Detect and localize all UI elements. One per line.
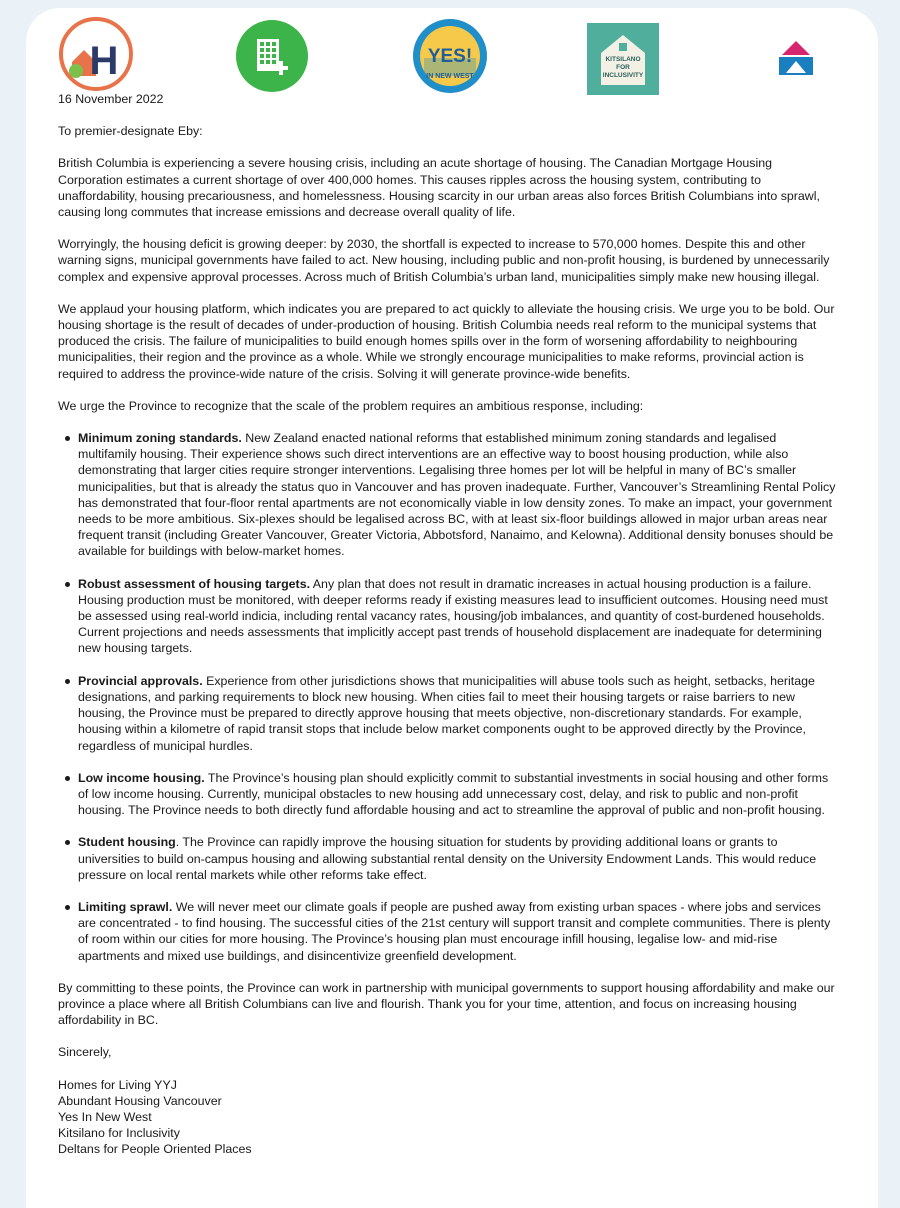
abundant-housing-logo bbox=[235, 19, 309, 98]
letter-body bbox=[58, 91, 836, 1158]
yes-logo-text: YES! bbox=[427, 46, 473, 67]
list-item bbox=[78, 430, 836, 560]
signatory: Abundant Housing Vancouver bbox=[58, 1093, 222, 1108]
demands-list bbox=[58, 430, 836, 964]
list-item bbox=[78, 899, 836, 964]
point-text: The Province’s housing plan should explicitly commit to substantial investments in social housing and other forms of low income housing. Currently, municipal obstacles to new housing add unnecessary cost, delay, and risk to public and non-profit housing. The Province needs to both directly fund affordable housing and act to streamline the approval of public and non-profit housing. bbox=[78, 770, 829, 818]
yes-logo-subtext: IN NEW WEST bbox=[426, 73, 474, 80]
list-item bbox=[78, 673, 836, 754]
bullet-icon bbox=[65, 436, 70, 441]
bullet-icon bbox=[65, 840, 70, 845]
hfl-letter: H bbox=[89, 39, 119, 83]
signatories bbox=[58, 1077, 836, 1158]
signatory: Yes In New West bbox=[58, 1109, 152, 1124]
signatory: Homes for Living YYJ bbox=[58, 1077, 177, 1092]
bullet-icon bbox=[65, 679, 70, 684]
yes-in-new-west-logo bbox=[412, 18, 488, 99]
point-text: . The Province can rapidly improve the housing situation for students by providing additional loans or grants to universities to build on-campus housing and allowing substantial rental density on the University Endowment Lands. This would reduce pressure on local rental markets while other reforms take effect. bbox=[78, 835, 817, 882]
letter-page bbox=[26, 8, 878, 1208]
list-item bbox=[78, 834, 836, 883]
kits-logo-line2: FOR bbox=[616, 64, 630, 71]
point-title: Student housing bbox=[78, 835, 176, 850]
closing-paragraph: By committing to these points, the Province can work in partnership with municipal governments to support housing affordability and make our province a place where all British Columbians can live and flourish. Thank you for your time, attention, and focus on increasing housing affordability in BC. bbox=[58, 980, 835, 1028]
bullet-icon bbox=[65, 776, 70, 781]
list-item bbox=[78, 576, 836, 657]
kitsilano-logo bbox=[587, 23, 659, 100]
list-item bbox=[78, 770, 836, 819]
paragraph: We applaud your housing platform, which indicates you are prepared to act quickly to alleviate the housing crisis. We urge you to be bold. Our housing shortage is the result of decades of under-production of housing. British Columbia needs real reform to the municipal systems that produced the crisis. The failure of municipalities to build enough homes spills over in the form of worsening affordability to neighbouring municipalities, their region and the province as a whole. While we strongly encourage municipalities to make reforms, provincial action is required to address the province-wide nature of the crisis. Solving it will generate province-wide benefits. bbox=[58, 301, 835, 381]
point-title: Provincial approvals. bbox=[78, 673, 203, 688]
point-text: Any plan that does not result in dramatic increases in actual housing production is a failure. Housing production must be monitored, with deeper reforms ready if existing measures lead to insufficient outcomes. Housing need must be assessed using real-world indicia, including rental vacancy rates, housing/job imbalances, and quantity of cost-burdened households. Current projections and needs assessments that implicitly accept past trends of household displacement are inadequate for determining new housing targets. bbox=[78, 576, 828, 656]
signoff: Sincerely, bbox=[58, 1045, 112, 1060]
point-title: Minimum zoning standards. bbox=[78, 431, 242, 446]
point-title: Robust assessment of housing targets. bbox=[78, 576, 311, 591]
homes-for-living-logo bbox=[58, 16, 134, 97]
logo-bar bbox=[26, 16, 878, 98]
kits-logo-line3: INCLUSIVITY bbox=[602, 72, 644, 79]
paragraph: Worryingly, the housing deficit is growing deeper: by 2030, the shortfall is expected to increase to 570,000 homes. Despite this and other warning signs, municipal governments have failed to act. New housing, including public and non-profit housing, is burdened by unnecessarily complex and expensive approval processes. Across much of British Columbia’s urban land, municipalities simply make new housing illegal. bbox=[58, 237, 830, 284]
kits-logo-line1: KITSILANO bbox=[605, 56, 641, 63]
signatory: Kitsilano for Inclusivity bbox=[58, 1126, 180, 1141]
point-text: New Zealand enacted national reforms that established minimum zoning standards and legalised multifamily housing. Their experience shows such direct interventions are an effective way to boost housing production, while also demonstrating that larger cities require stronger interventions. Legalising three homes per lot will be helpful in many of BC’s smaller municipalities, but that is already the status quo in Vancouver and has proven inadequate. Further, Vancouver’s Streamlining Rental Policy has demonstrated that four-floor rental apartments are not economically viable in low density zones. To make an impact, your government needs to be more ambitious. Six-plexes should be legalised across BC, with at least six-floor buildings allowed in major urban areas near frequent transit (including Greater Vancouver, Greater Victoria, Abbotsford, Nanaimo, and Kelowna). Additional density bonuses should be available for buildings with below-market homes. bbox=[78, 431, 836, 559]
signatory: Deltans for People Oriented Places bbox=[58, 1142, 252, 1157]
paragraph: We urge the Province to recognize that the scale of the problem requires an ambitious response, including: bbox=[58, 398, 644, 413]
point-text: Experience from other jurisdictions shows that municipalities will abuse tools such as height, setbacks, heritage designations, and parking requirements to block new housing. When cities fail to meet their housing targets or raise barriers to new housing, the Province must be prepared to directly approve housing that meets objective, non-discretionary standards. For example, housing within a kilometre of rapid transit stops that include below market components ought to be approved directly by the Province, regardless of municipal hurdles. bbox=[78, 673, 815, 753]
point-title: Limiting sprawl. bbox=[78, 899, 173, 914]
paragraph: British Columbia is experiencing a severe housing crisis, including an acute shortage of housing. The Canadian Mortgage Housing Corporation estimates a current shortage of over 400,000 homes. This causes ripples across the housing system, contributing to unaffordability, housing precariousness, and homelessness. Housing scarcity in our urban areas also forces British Columbians into sprawl, causing long commutes that increase emissions and decrease overall quality of life. bbox=[58, 156, 820, 220]
point-title: Low income housing. bbox=[78, 770, 205, 785]
bullet-icon bbox=[65, 582, 70, 587]
letter-date: 16 November 2022 bbox=[58, 92, 164, 106]
point-text: We will never meet our climate goals if people are pushed away from existing urban spaces - where jobs and services are concentrated - to find housing. The successful cities of the 21st century will support transit and complete communities. There is plenty of room within our cities for more housing. The Province’s housing plan must encourage infill housing, legalise low- and mid-rise apartments and mixed use buildings, and disincentivize greenfield development. bbox=[78, 899, 831, 963]
salutation: To premier-designate Eby: bbox=[58, 124, 203, 139]
bullet-icon bbox=[65, 905, 70, 910]
deltans-logo bbox=[776, 39, 816, 84]
